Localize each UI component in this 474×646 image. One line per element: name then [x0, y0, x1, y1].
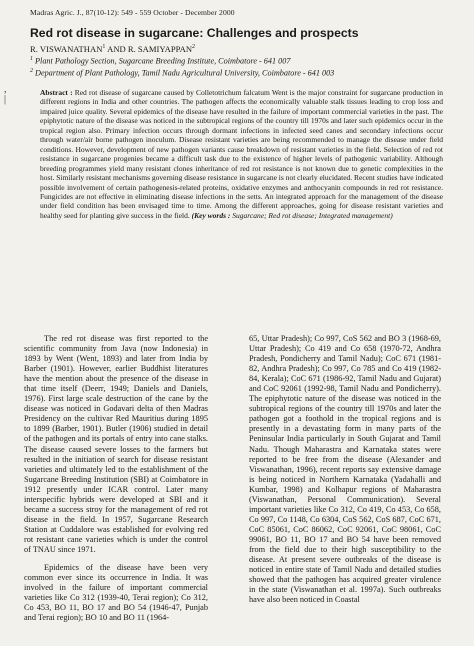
- author-line: [30, 44, 195, 54]
- affiliation-2-mark: 2: [30, 68, 33, 74]
- affiliation-2: [30, 68, 334, 78]
- body-paragraph: 65, Uttar Pradesh); Co 997, CoS 562 and BO 3 (1968-69, Uttar Pradesh); Co 419 and Co 658 (1970-72, Andhra Pradesh, Pondicherry and Tamil Nadu); CoC 671 (1981-82, Andhra Pradesh); Co 997, Co 785 and Co 419 (1982-84, Kerala); CoC 671 (1986-92, Tamil Nadu and Gujarat) and CoC 92061 (1992-98, Tamil Nadu and Pondicherry). The epiphytotic nature of the disease was noticed in the subtropical regions of the country till 1970s and later the pathogen got a foothold in the tropical regions and is presently in a devastating form in many parts of the Peninsular India particularly in South Gujarat and Tamil Nadu. Though Maharastra and Karnataka states were reported to be free from the disease (Alexander and Viswanathan, 1996), recent reports say extensive damage is being noticed in Northern Karnataka (Yadahalli and Kumbar, 1998) and Kolhapur regions of Maharastra (Viswanathan, Personal Communication). Several important varieties like Co 312, Co 419, Co 453, Co 658, Co 997, Co 1148, Co 6304, CoS 562, CoS 687, CoC 671, CoC 85061, CoC 86062, CoC 92061, CoC 98061, CoC 99061, BO 11, BO 17 and BO 54 have been removed from the field due to their high susceptibility to the disease. At present severe outbreaks of the disease is noticed in entire state of Tamil Nadu and detailed studies showed that the pathogen has acquired greater virulence in the state (Viswanathan et al. 1997a). Such outbreaks have also been noticed in Coastal: [249, 334, 441, 605]
- author-1: R. VISWANATHAN: [30, 44, 103, 54]
- affiliation-2-text: Department of Plant Pathology, Tamil Nadu Agricultural University, Coimbatore - 641 003: [35, 68, 335, 78]
- abstract: [40, 88, 443, 220]
- abstract-text: Red rot disease of sugarcane caused by Colletotrichum falcatum Went is the major constraint for sugarcane production in different regions in India and other countries. The pathogen affects the economically valuable stalk tissues leading to crop loss and impaired juice quality. Several epidemics of the disease have resulted in the failure of important commercial varieties in the past. The epiphytotic nature of the disease was noticed in the subtropical regions of the country till 1970s and later such epidemics occur in the tropical region also. Primary infection occurs through dormant infections in infected seed canes and secondary infections occur through water/air borne pathogen inoculum. Disease resistant varieties are being recommended to manage the disease under field conditions. However, development of new pathogen variants cause breakdown of resistant varieties in the field. Selection of red rot resistance in sugarcane progenies became a difficult task due to the existence of higher levels of pathogenic variability. Although breeding programmes yield many resistant clones inheritance of red rot resistance is not known due to genetic complexities in the host. Similarly resistant mechanisms governing disease resistance in sugarcane is not clearly elucidated. Recent studies have indicated possible involvement of certain pathogenesis-related proteins, oxidative enzymes and anthocyanin compounds in red rot resistance. Fungicides are not effective in eliminating disease infections in the setts. An integrated approach for the management of the disease under field condition has been envisaged time to time. Among the different approaches, going for disease resistant varieties and healthy seed for planting give success in the field.: [40, 88, 443, 220]
- body-column-left: [24, 334, 208, 623]
- affiliation-1-mark: 1: [30, 56, 33, 62]
- margin-mark: ,: [4, 84, 7, 95]
- keywords-label: (Key words :: [191, 210, 231, 220]
- author-1-mark: 1: [102, 44, 106, 51]
- body-column-right: [249, 334, 441, 605]
- affiliation-1-text: Plant Pathology Section, Sugarcane Breeding Institute, Coimbatore - 641 007: [35, 56, 291, 66]
- paper-title: Red rot disease in sugarcane: Challenges and prospects: [30, 26, 359, 40]
- body-paragraph: Epidemics of the disease have been very common ever since its occurrence in India. It was involved in the failure of important commercial varieties like Co 312 (1939-40, Terai region); Co 312, Co 453, BO 11, BO 17 and BO 54 (1946-47, Punjab and Terai region); BO 10 and BO 11 (1964-: [24, 563, 208, 623]
- author-2-mark: 2: [192, 44, 196, 51]
- body-paragraph: The red rot disease was first reported to the scientific community from Java (now Indonesia) in 1893 by Went (Went, 1893) and later from India by Barber (1901). However, earlier Buddhist literatures have the mention about the presence of the disease in that time itself (Deerr, 1949; Daniels and Daniels, 1976). First large scale destruction of the cane by the disease was noticed in Godavari delta of then Madras Presidency on the cultivar Red Mauritius during 1895 to 1899 (Barber, 1901). Butler (1906) studied in detail of the pathogen and its portals of entry into cane stalks. The disease caused severe losses to the farmers but resulted in the initiation of search for disease resistant varieties and ultimately led to the establishment of the Sugarcane Breeding Institution (SBI) at Coimbatore in 1912 presently under ICAR control. Later many interspecific hybrids were developed at SBI and it became a success stroy for the management of red rot disease in the field. In 1957, Sugarcane Research Station at Cuddalore was established for evolving red rot resistant cane varieties which is under the control of TNAU since 1971.: [24, 334, 208, 554]
- affiliation-1: [30, 56, 290, 66]
- journal-citation: Madras Agric. J., 87(10-12): 549 - 559 October - December 2000: [30, 8, 235, 17]
- margin-mark: |: [4, 94, 7, 105]
- keywords: Sugarcane; Red rot disease; Integrated management): [232, 210, 393, 220]
- abstract-label: Abstract :: [40, 88, 73, 97]
- author-and: AND R. SAMIYAPPAN: [107, 44, 193, 54]
